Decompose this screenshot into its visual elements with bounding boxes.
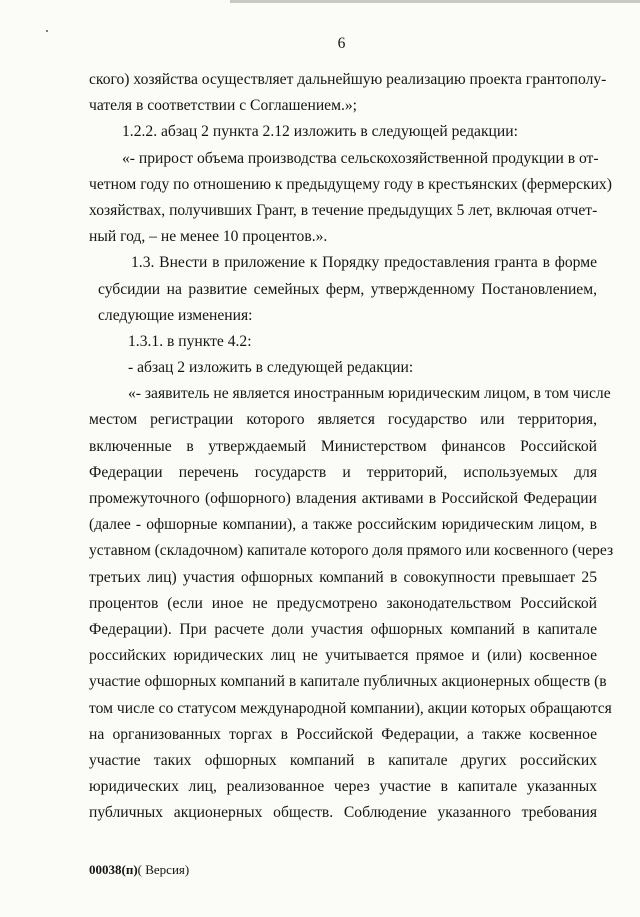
text-line: 1.3.1. в пункте 4.2: (128, 332, 252, 350)
text-line: участие таких офшорных компаний в капитале других российских (89, 751, 597, 769)
text-line: - абзац 2 изложить в следующей редакции: (128, 359, 414, 377)
text-line: чателя в соответствии с Соглашением.»; (89, 97, 357, 115)
text-line: 1.2.2. абзац 2 пункта 2.12 изложить в следующей редакции: (122, 123, 518, 141)
text-line: ского) хозяйства осуществляет дальнейшую реализацию проекта грантополу- (89, 71, 607, 88)
text-line: четном году по отношению к предыдущему году в крестьянских (фермерских) (89, 175, 612, 193)
text-line: 1.3. Внести в приложение к Порядку предоставления гранта в форме (131, 254, 597, 272)
scan-speck (46, 30, 48, 32)
page-number: 6 (337, 35, 346, 52)
text-line: «- прирост объема производства сельскохозяйственной продукции в от- (122, 149, 599, 167)
text-line: Федерации перечень государств и территорий, используемых для (89, 463, 597, 481)
text-line: Федерации). При расчете доли участия офшорных компаний в капитале (89, 620, 597, 638)
text-line: промежуточного (офшорного) владения активами в Российской Федерации (89, 490, 597, 507)
text-line: следующие изменения: (98, 306, 253, 324)
scan-top-edge (230, 0, 640, 3)
text-line: российских юридических лиц не учитывается прямое и (или) косвенное (89, 647, 597, 665)
text-line: хозяйствах, получивших Грант, в течение предыдущих 5 лет, включая отчет- (89, 201, 598, 219)
text-line: местом регистрации которого является государство или территория, (89, 411, 597, 429)
text-line: третьих лиц) участия офшорных компаний в совокупности превышает 25 (89, 568, 597, 586)
text-line: субсидии на развитие семейных ферм, утвержденному Постановлением, (98, 280, 597, 298)
document-footer (89, 862, 189, 878)
text-line: юридических лиц, реализованное через участие в капитале указанных (89, 778, 597, 796)
text-line: включенные в утверждаемый Министерством финансов Российской (89, 437, 597, 455)
document-version: ( Версия) (137, 862, 190, 877)
text-line: ный год, – не менее 10 процентов.». (89, 228, 328, 246)
text-line: «- заявитель не является иностранным юридическим лицом, в том числе (128, 385, 611, 403)
text-line: процентов (если иное не предусмотрено законодательством Российской (89, 594, 597, 612)
text-line: на организованных торгах в Российской Федерации, а также косвенное (89, 725, 597, 743)
text-line: публичных акционерных обществ. Соблюдение указанного требования (89, 804, 597, 822)
text-line: (далее - офшорные компании), а также российским юридическим лицом, в (89, 516, 597, 534)
text-line: участие офшорных компаний в капитале публичных акционерных обществ (в (89, 673, 607, 691)
text-line: том числе со статусом международной компании), акции которых обращаются (89, 699, 612, 717)
text-line: уставном (складочном) капитале которого доля прямого или косвенного (через (89, 542, 614, 560)
document-body (89, 67, 614, 826)
document-code: 00038(п) (89, 862, 138, 877)
